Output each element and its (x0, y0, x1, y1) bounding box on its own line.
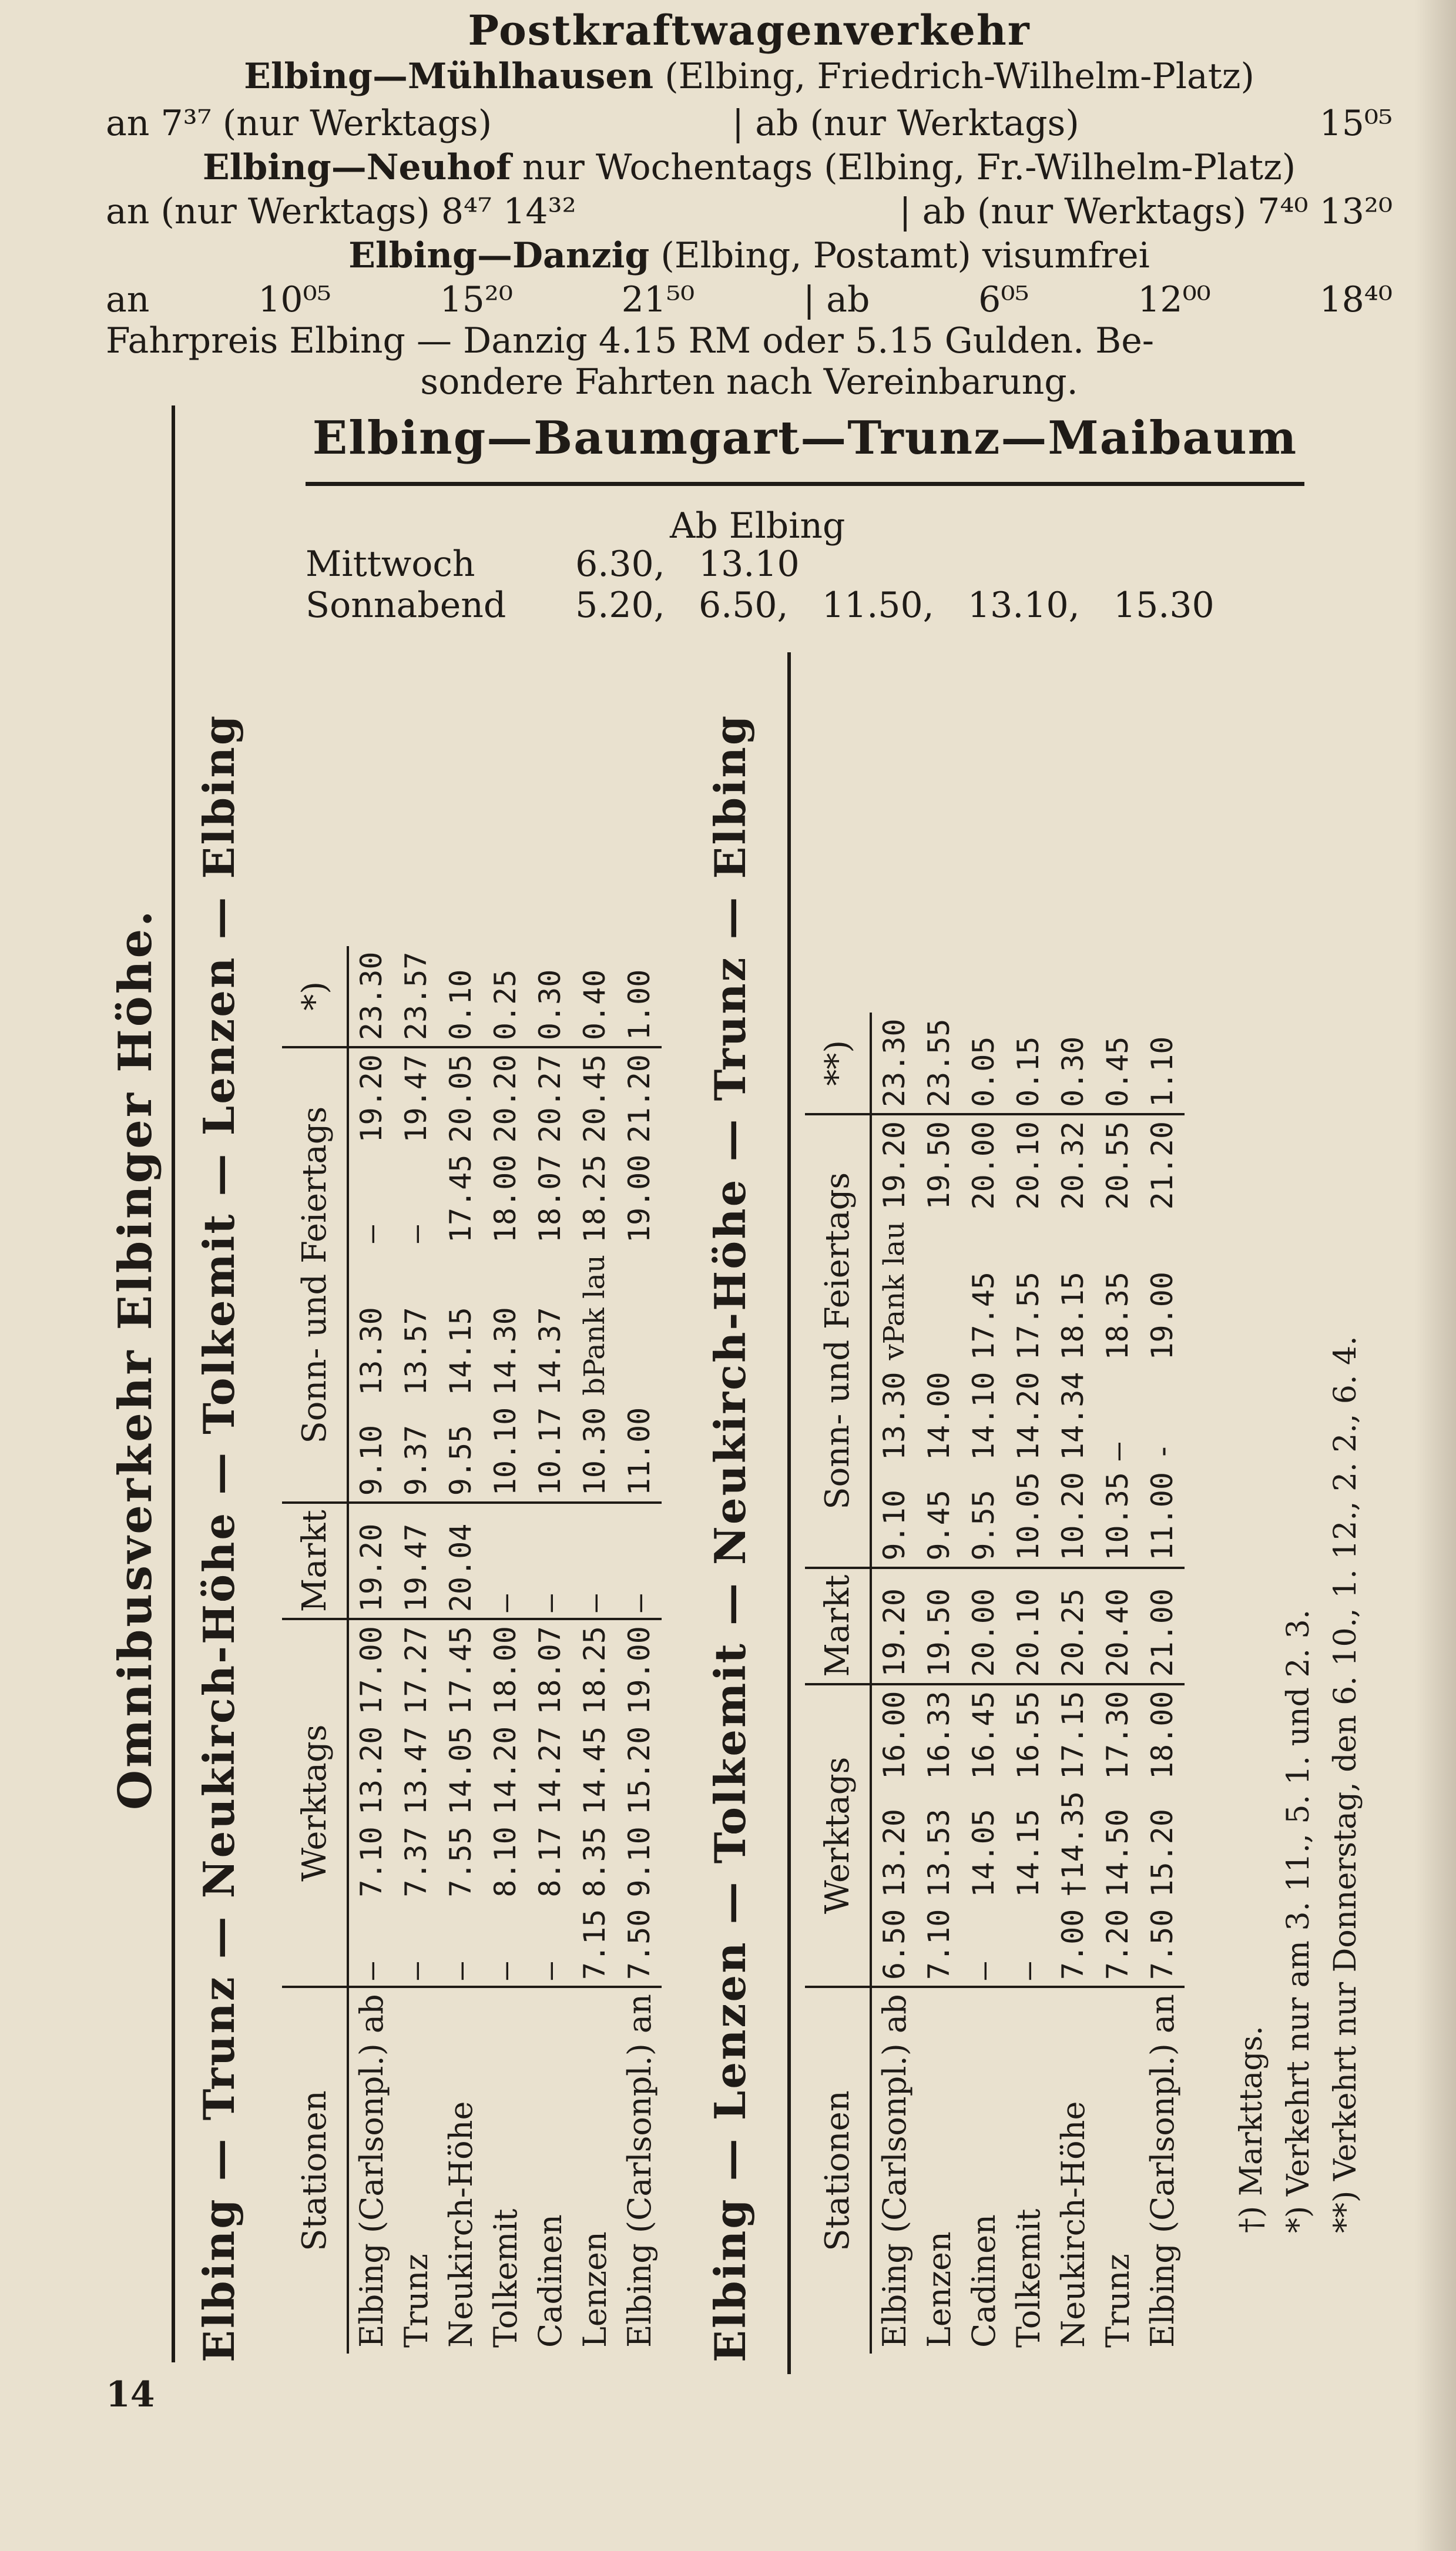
time-cell: — (1101, 1442, 1135, 1461)
baumgart-row (306, 544, 800, 585)
fare-line-2: sondere Fahrten nach Vereinbarung. (420, 361, 1078, 403)
time-cell: 17.45 (438, 1619, 483, 1721)
table-row (1095, 1013, 1140, 2354)
time-cell: 7.37 (399, 1826, 433, 1898)
time-cell: 6.50 (877, 1909, 911, 1980)
time-cell: 20.27 (528, 1047, 572, 1149)
time-cell: 18.15 (1056, 1272, 1090, 1360)
time-cell: 20.32 (1051, 1114, 1095, 1216)
time-cell: — (483, 1503, 528, 1619)
omnibus-title: Omnibusverkehr Elbinger Höhe. (109, 908, 162, 1810)
route-danzig-ab: | ab (803, 279, 870, 320)
time-cell: 15.20 (1145, 1809, 1179, 1898)
time-cell: — (399, 1225, 433, 1243)
time-cell: 14.30 (488, 1307, 522, 1396)
time-cell: 7.20 (1101, 1909, 1135, 1980)
time-cell: 23.57 (399, 951, 433, 1041)
time-cell: 13.57 (399, 1307, 433, 1396)
time-cell: 10.10 (488, 1407, 522, 1496)
time-cell: 10.30 (578, 1407, 612, 1496)
time-cell: 17.15 (1051, 1684, 1095, 1786)
footnote-markttags: †) Markttags. (1234, 2026, 1269, 2233)
route-danzig-ab-time: 6⁰⁵ (978, 279, 1029, 320)
route-danzig-ab-time: 12⁰⁰ (1138, 279, 1211, 320)
time-cell: 14.27 (533, 1726, 567, 1815)
time-cell: 1.00 (622, 969, 656, 1041)
time-cell: 10.20 (1056, 1472, 1090, 1561)
station-name: Cadinen (528, 1987, 572, 2354)
time-cell: 0.45 (1101, 1036, 1135, 1108)
time-cell: 15.20 (622, 1726, 656, 1815)
baumgart-rule (306, 482, 1304, 486)
time-cell: 14.37 (533, 1307, 567, 1396)
table2-header-werktags: Werktags (805, 1684, 871, 1987)
table2-header-star: **) (805, 1013, 871, 1115)
time-cell: 14.10 (967, 1372, 1001, 1461)
time-cell: bPank lau (578, 1255, 611, 1396)
time-cell: 0.30 (533, 969, 567, 1041)
time-cell: 20.05 (438, 1047, 483, 1149)
route-danzig-name: Elbing—Danzig (348, 235, 650, 276)
footnote-double-star: **) Verkehrt nur Donnerstag, den 6. 10., 1. 12., 2. 2., 6. 4. (1328, 1336, 1363, 2233)
station-name: Elbing (Carlsonpl.) an (617, 1987, 662, 2354)
table1-header-werktags: Werktags (282, 1619, 348, 1987)
time-cell: 10.35 (1101, 1472, 1135, 1561)
time-cell: 23.55 (922, 1018, 956, 1108)
table-row (572, 946, 617, 2354)
table-row (528, 946, 572, 2354)
station-name: Neukirch-Höhe (1051, 1987, 1095, 2354)
time-cell: 18.00 (483, 1619, 528, 1721)
time-cell: 7.50 (622, 1909, 656, 1980)
time-cell: 21.20 (617, 1047, 662, 1149)
time-cell: 8.35 (578, 1826, 612, 1898)
page-number: 14 (106, 2374, 155, 2415)
time-cell: †14.35 (1056, 1791, 1090, 1898)
time-cell: 1.10 (1145, 1036, 1179, 1108)
time-cell: 18.35 (1101, 1272, 1135, 1360)
time-cell: 0.25 (488, 969, 522, 1041)
time-cell: 20.10 (1006, 1568, 1051, 1684)
time-cell: 13.30 (877, 1372, 911, 1461)
time-cell: 9.10 (622, 1826, 656, 1898)
baumgart-times: 5.20, 6.50, 11.50, 13.10, 15.30 (575, 585, 1215, 626)
time-cell: — (617, 1503, 662, 1619)
route-danzig-an-time: 10⁰⁵ (258, 279, 331, 320)
time-cell: 20.00 (961, 1114, 1006, 1216)
route-danzig-an: an (106, 279, 150, 320)
time-cell: 18.25 (578, 1154, 612, 1243)
time-cell: 7.10 (922, 1909, 956, 1980)
table-row (438, 946, 483, 2354)
time-cell: — (488, 1962, 522, 1980)
time-cell: 23.30 (877, 1018, 911, 1108)
section-rule-middle (787, 652, 791, 2374)
time-cell: 19.20 (348, 1503, 394, 1619)
route-muehlhausen-heading (106, 56, 1393, 97)
time-cell: 19.00 (622, 1154, 656, 1243)
section-rule-left (172, 405, 175, 2362)
route-danzig-times (106, 279, 1393, 320)
time-cell: 9.10 (877, 1490, 911, 1561)
header-title: Postkraftwagenverkehr (468, 6, 1031, 55)
time-cell: vPank lau (878, 1221, 911, 1360)
station-name: Elbing (Carlsonpl.) ab (348, 1987, 394, 2354)
time-cell: 20.00 (961, 1568, 1006, 1684)
time-cell: 14.00 (922, 1372, 956, 1461)
time-cell: 13.47 (399, 1726, 433, 1815)
table-row (483, 946, 528, 2354)
time-cell: 13.20 (877, 1809, 911, 1898)
route-muehlhausen-ab-time: 15⁰⁵ (1319, 103, 1393, 144)
table1-header-star: *) (282, 946, 348, 1048)
table-row (917, 1013, 961, 2354)
route-danzig-an-time: 21⁵⁰ (621, 279, 695, 320)
table2-title: Elbing — Lenzen — Tolkemit — Neukirch-Höhe — Trunz — Elbing (705, 713, 755, 2362)
time-cell: 0.40 (578, 969, 612, 1041)
time-cell: 16.55 (1006, 1684, 1051, 1786)
station-name: Lenzen (917, 1987, 961, 2354)
station-name: Tolkemit (483, 1987, 528, 2354)
time-cell: 13.20 (354, 1726, 388, 1815)
table1-title: Elbing — Trunz — Neukirch-Höhe — Tolkemit — Lenzen — Elbing (194, 713, 244, 2362)
table-row (1006, 1013, 1051, 2354)
time-cell (617, 1249, 662, 1402)
time-cell: 19.47 (394, 1503, 438, 1619)
page-edge-shadow (1415, 0, 1456, 2551)
time-cell: 14.15 (1011, 1809, 1045, 1898)
table2 (805, 1013, 1185, 2354)
time-cell: 18.00 (488, 1154, 522, 1243)
time-cell: 19.50 (917, 1568, 961, 1684)
time-cell: 21.20 (1140, 1114, 1185, 1216)
time-cell: — (354, 1962, 388, 1980)
time-cell: 17.30 (1095, 1684, 1140, 1786)
time-cell: 21.00 (1140, 1568, 1185, 1684)
time-cell: 9.37 (399, 1424, 433, 1496)
time-cell: - (1145, 1442, 1179, 1461)
table-row (348, 946, 394, 2354)
time-cell: 16.00 (871, 1684, 917, 1786)
time-cell: 17.45 (444, 1154, 478, 1243)
table-row (617, 946, 662, 2354)
station-name: Trunz (394, 1987, 438, 2354)
baumgart-times: 6.30, 13.10 (575, 544, 800, 585)
table1-header-stations: Stationen (282, 1987, 348, 2354)
time-cell: 19.00 (617, 1619, 662, 1721)
table2-header-sonntags: Sonn- und Feiertags (805, 1114, 871, 1568)
time-cell: 8.10 (488, 1826, 522, 1898)
time-cell: 10.05 (1011, 1472, 1045, 1561)
route-muehlhausen-note: (Elbing, Friedrich-Wilhelm-Platz) (665, 56, 1254, 97)
time-cell: 20.25 (1051, 1568, 1095, 1684)
time-cell: — (528, 1503, 572, 1619)
table2-header-stations: Stationen (805, 1987, 871, 2354)
time-cell: 14.20 (488, 1726, 522, 1815)
time-cell: 18.07 (533, 1154, 567, 1243)
station-name: Tolkemit (1006, 1987, 1051, 2354)
time-cell: 11.00 (622, 1407, 656, 1496)
time-cell: 17.45 (967, 1272, 1001, 1360)
station-name: Elbing (Carlsonpl.) ab (871, 1987, 917, 2354)
time-cell: 19.47 (394, 1047, 438, 1149)
time-cell: 7.00 (1056, 1909, 1090, 1980)
time-cell: 20.40 (1095, 1568, 1140, 1684)
route-danzig-an-time: 15²⁰ (440, 279, 513, 320)
time-cell: 20.55 (1095, 1114, 1140, 1216)
time-cell: 14.50 (1101, 1809, 1135, 1898)
route-danzig-note: (Elbing, Postamt) visumfrei (660, 235, 1150, 276)
time-cell: 10.17 (533, 1407, 567, 1496)
table1-header-markt: Markt (282, 1503, 348, 1619)
baumgart-day: Mittwoch (306, 544, 475, 585)
time-cell: 18.00 (1140, 1684, 1185, 1786)
time-cell: 19.20 (348, 1047, 394, 1149)
time-cell: 17.55 (1011, 1272, 1045, 1360)
footnote-star: *) Verkehrt nur am 3. 11., 5. 1. und 2. 3. (1281, 1609, 1316, 2233)
time-cell: 14.05 (967, 1809, 1001, 1898)
time-cell: 0.10 (444, 969, 478, 1041)
time-cell: 13.53 (922, 1809, 956, 1898)
time-cell: 14.34 (1056, 1372, 1090, 1461)
table1-header-sonntags: Sonn- und Feiertags (282, 1047, 348, 1503)
route-danzig-ab-time: 18⁴⁰ (1319, 279, 1393, 320)
time-cell: 14.20 (1011, 1372, 1045, 1461)
station-name: Cadinen (961, 1987, 1006, 2354)
table-row (871, 1013, 917, 2354)
route-neuhof-name: Elbing—Neuhof (202, 147, 511, 188)
time-cell: 16.33 (917, 1684, 961, 1786)
time-cell: 19.50 (917, 1114, 961, 1216)
time-cell: 13.30 (354, 1307, 388, 1396)
time-cell: 14.05 (444, 1726, 478, 1815)
table-row (1051, 1013, 1095, 2354)
time-cell: 7.55 (444, 1826, 478, 1898)
route-neuhof-an: an (nur Werktags) 8⁴⁷ 14³² (106, 191, 576, 232)
time-cell: 0.30 (1056, 1036, 1090, 1108)
table-row (1140, 1013, 1185, 2354)
baumgart-row (306, 585, 1215, 626)
time-cell: 9.55 (967, 1490, 1001, 1561)
time-cell: — (967, 1962, 1001, 1980)
time-cell: 9.10 (354, 1424, 388, 1496)
baumgart-day: Sonnabend (306, 585, 506, 626)
time-cell: 18.07 (528, 1619, 572, 1721)
station-name: Elbing (Carlsonpl.) an (1140, 1987, 1185, 2354)
time-cell: 19.00 (1145, 1272, 1179, 1360)
route-danzig-heading (106, 235, 1393, 276)
time-cell: 20.04 (438, 1503, 483, 1619)
time-cell: — (444, 1962, 478, 1980)
fare-line-1: Fahrpreis Elbing — Danzig 4.15 RM oder 5.15 Gulden. Be- (106, 320, 1155, 361)
time-cell: 20.45 (572, 1047, 617, 1149)
time-cell: 18.25 (572, 1619, 617, 1721)
time-cell: 14.45 (578, 1726, 612, 1815)
time-cell: 0.15 (1011, 1036, 1045, 1108)
route-neuhof-times (106, 191, 1393, 232)
table-row (961, 1013, 1006, 2354)
time-cell: — (1011, 1962, 1045, 1980)
time-cell (917, 1216, 961, 1366)
time-cell: 17.27 (394, 1619, 438, 1721)
table-row (394, 946, 438, 2354)
time-cell: 17.00 (348, 1619, 394, 1721)
route-muehlhausen-an: an 7³⁷ (nur Werktags) (106, 103, 492, 144)
time-cell: — (354, 1225, 388, 1243)
baumgart-subtitle: Ab Elbing (670, 505, 846, 547)
time-cell: 11.00 (1145, 1472, 1179, 1561)
time-cell: 0.05 (967, 1036, 1001, 1108)
time-cell: 9.45 (922, 1490, 956, 1561)
time-cell: 14.15 (444, 1307, 478, 1396)
route-muehlhausen-name: Elbing—Mühlhausen (244, 56, 654, 97)
route-muehlhausen-times (106, 103, 1393, 144)
table1 (282, 946, 662, 2354)
station-name: Lenzen (572, 1987, 617, 2354)
time-cell: 19.20 (871, 1114, 917, 1216)
time-cell: 20.10 (1006, 1114, 1051, 1216)
time-cell: 9.55 (444, 1424, 478, 1496)
time-cell: 20.20 (483, 1047, 528, 1149)
time-cell: — (533, 1962, 567, 1980)
route-neuhof-note: nur Wochentags (Elbing, Fr.-Wilhelm-Platz) (522, 147, 1296, 188)
time-cell: — (399, 1962, 433, 1980)
baumgart-title: Elbing—Baumgart—Trunz—Maibaum (312, 411, 1298, 465)
time-cell: 7.15 (578, 1909, 612, 1980)
route-muehlhausen-ab: | ab (nur Werktags) (732, 103, 1079, 144)
time-cell: 8.17 (533, 1826, 567, 1898)
time-cell: 16.45 (961, 1684, 1006, 1786)
table2-header-markt: Markt (805, 1568, 871, 1684)
time-cell: 7.10 (354, 1826, 388, 1898)
time-cell: 19.20 (871, 1568, 917, 1684)
time-cell: 23.30 (354, 951, 388, 1041)
time-cell: 7.50 (1145, 1909, 1179, 1980)
station-name: Trunz (1095, 1987, 1140, 2354)
time-cell: — (572, 1503, 617, 1619)
station-name: Neukirch-Höhe (438, 1987, 483, 2354)
route-neuhof-heading (106, 147, 1393, 188)
route-neuhof-ab: | ab (nur Werktags) 7⁴⁰ 13²⁰ (899, 191, 1393, 232)
